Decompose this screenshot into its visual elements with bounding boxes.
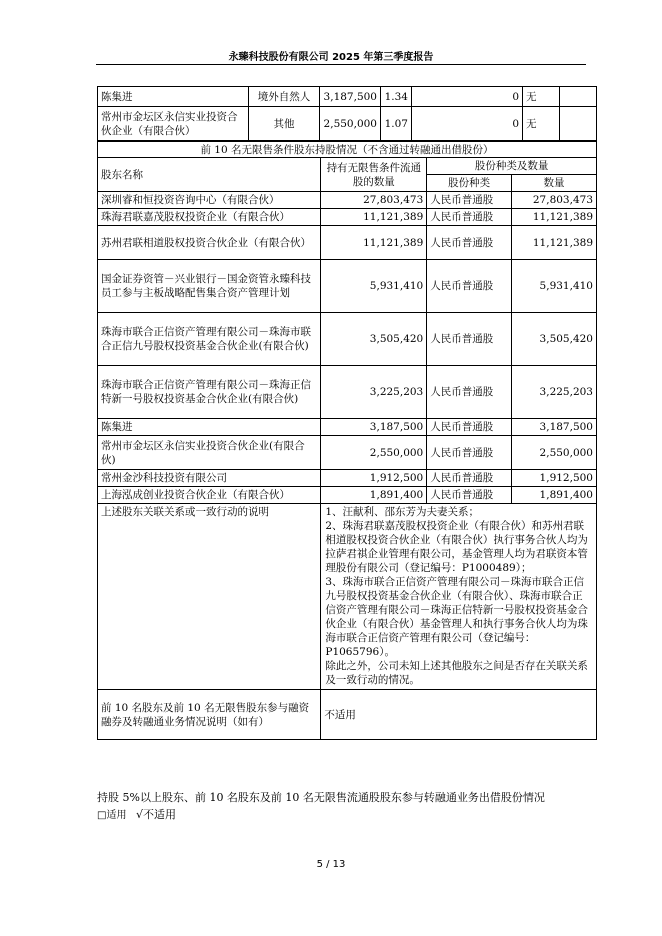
col-header-qty: 持有无限售条件流通股的数量 <box>321 158 427 192</box>
row-amount: 1,912,500 <box>512 470 597 487</box>
table-row <box>98 436 597 470</box>
holder-type: 境外自然人 <box>249 87 320 107</box>
holder-restricted: 0 <box>412 107 523 141</box>
row-name: 珠海市联合正信资产管理有限公司－珠海市联合正信九号股权投资基金合伙企业(有限合伙) <box>98 313 321 366</box>
relation-paragraph: 3、珠海市联合正信资产管理有限公司－珠海市联合正信九号股权投资基金合伙企业（有限合伙）、珠海市联合正信资产管理有限公司－珠海正信特新一号股权投资基金合伙企业（有限合伙）基金管理人和执行事务合伙人均为珠海市联合正信资产管理有限公司（登记编号：P1065796）。 <box>325 576 588 658</box>
option-applicable: □适用 <box>97 810 127 821</box>
row-kind: 人民币普通股 <box>427 487 512 504</box>
row-kind: 人民币普通股 <box>427 470 512 487</box>
row-qty: 2,550,000 <box>321 436 427 470</box>
row-kind: 人民币普通股 <box>427 260 512 313</box>
row-name: 深圳睿和恒投资咨询中心（有限合伙） <box>98 192 321 209</box>
section-title: 前 10 名无限售条件股东持股情况（不含通过转融通出借股份） <box>98 142 597 158</box>
row-name: 国金证券资管－兴业银行－国金资管永臻科技员工参与主板战略配售集合资产管理计划 <box>98 260 321 313</box>
row-qty: 5,931,410 <box>321 260 427 313</box>
row-name: 苏州君联相道股权投资合伙企业（有限合伙） <box>98 226 321 260</box>
relation-row <box>98 504 597 690</box>
row-name: 常州市金坛区永信实业投资合伙企业(有限合伙) <box>98 436 321 470</box>
page-number: 5 / 13 <box>316 859 346 870</box>
row-amount: 11,121,389 <box>512 226 597 260</box>
row-kind: 人民币普通股 <box>427 226 512 260</box>
col-header-amount: 数量 <box>512 175 597 192</box>
relation-paragraph: 除此之外，公司未知上述其他股东之间是否存在关联关系及一致行动的情况。 <box>325 660 588 686</box>
table-row <box>98 87 597 107</box>
row-amount: 3,505,420 <box>512 313 597 366</box>
table-row <box>98 107 597 141</box>
col-header-kind-group: 股份种类及数量 <box>427 158 597 175</box>
row-name: 珠海君联嘉茂股权投资企业（有限合伙） <box>98 209 321 226</box>
unrestricted-holders-table <box>97 141 597 740</box>
top-holders-table-continued <box>97 86 597 141</box>
margin-label: 前 10 名股东及前 10 名无限售股东参与融资融券及转融通业务情况说明（如有） <box>98 690 321 740</box>
row-name: 珠海市联合正信资产管理有限公司－珠海正信特新一号股权投资基金合伙企业(有限合伙) <box>98 366 321 419</box>
row-qty: 27,803,473 <box>321 192 427 209</box>
table-row <box>98 313 597 366</box>
holder-shares: 3,187,500 <box>320 87 381 107</box>
row-amount: 2,550,000 <box>512 436 597 470</box>
table-row <box>98 366 597 419</box>
row-name: 上海泓成创业投资合伙企业（有限合伙） <box>98 487 321 504</box>
holder-pct: 1.34 <box>381 87 412 107</box>
holder-shares: 2,550,000 <box>320 107 381 141</box>
option-not-applicable: √不适用 <box>135 808 176 821</box>
holder-name: 常州市金坛区永信实业投资合伙企业（有限合伙） <box>98 107 249 141</box>
row-qty: 3,225,203 <box>321 366 427 419</box>
table-row <box>98 470 597 487</box>
row-kind: 人民币普通股 <box>427 209 512 226</box>
table-row <box>98 226 597 260</box>
table-row <box>98 487 597 504</box>
row-amount: 3,187,500 <box>512 419 597 436</box>
holder-pledge: 无 <box>523 87 560 107</box>
row-amount: 3,225,203 <box>512 366 597 419</box>
margin-value: 不适用 <box>321 690 597 740</box>
row-kind: 人民币普通股 <box>427 192 512 209</box>
holder-type: 其他 <box>249 107 320 141</box>
lending-statement: 持股 5%以上股东、前 10 名股东及前 10 名无限售流通股股东参与转融通业务出借股份情况 <box>97 791 545 804</box>
relation-label: 上述股东关联关系或一致行动的说明 <box>98 504 321 690</box>
row-qty: 11,121,389 <box>321 209 427 226</box>
applicability-options <box>97 806 176 822</box>
relation-paragraph: 2、珠海君联嘉茂股权投资企业（有限合伙）和苏州君联相道股权投资合伙企业（有限合伙）执行事务合伙人均为拉萨君祺企业管理有限公司，基金管理人均为君联资本管理股份有限公司（登记编号：P1000489）； <box>325 520 588 574</box>
holder-name: 陈集进 <box>98 87 249 107</box>
table-row <box>98 419 597 436</box>
col-header-name: 股东名称 <box>98 158 321 192</box>
row-qty: 3,187,500 <box>321 419 427 436</box>
holder-pledge: 无 <box>523 107 560 141</box>
row-amount: 11,121,389 <box>512 209 597 226</box>
row-name: 陈集进 <box>98 419 321 436</box>
row-qty: 1,912,500 <box>321 470 427 487</box>
row-amount: 1,891,400 <box>512 487 597 504</box>
holder-extra <box>560 87 597 107</box>
holder-restricted: 0 <box>412 87 523 107</box>
holder-extra <box>560 107 597 141</box>
margin-row <box>98 690 597 740</box>
row-kind: 人民币普通股 <box>427 419 512 436</box>
col-header-kind: 股份种类 <box>427 175 512 192</box>
row-kind: 人民币普通股 <box>427 313 512 366</box>
table-row <box>98 192 597 209</box>
table-row <box>98 260 597 313</box>
row-kind: 人民币普通股 <box>427 436 512 470</box>
row-qty: 11,121,389 <box>321 226 427 260</box>
header-rule <box>96 64 586 65</box>
table-row <box>98 209 597 226</box>
page-header: 永臻科技股份有限公司 2025 年第三季度报告 <box>228 52 434 63</box>
row-name: 常州金沙科技投资有限公司 <box>98 470 321 487</box>
row-kind: 人民币普通股 <box>427 366 512 419</box>
row-qty: 3,505,420 <box>321 313 427 366</box>
row-amount: 27,803,473 <box>512 192 597 209</box>
row-amount: 5,931,410 <box>512 260 597 313</box>
relation-content <box>321 504 597 690</box>
row-qty: 1,891,400 <box>321 487 427 504</box>
holder-pct: 1.07 <box>381 107 412 141</box>
relation-paragraph: 1、汪献利、邵东芳为夫妻关系； <box>325 506 480 518</box>
